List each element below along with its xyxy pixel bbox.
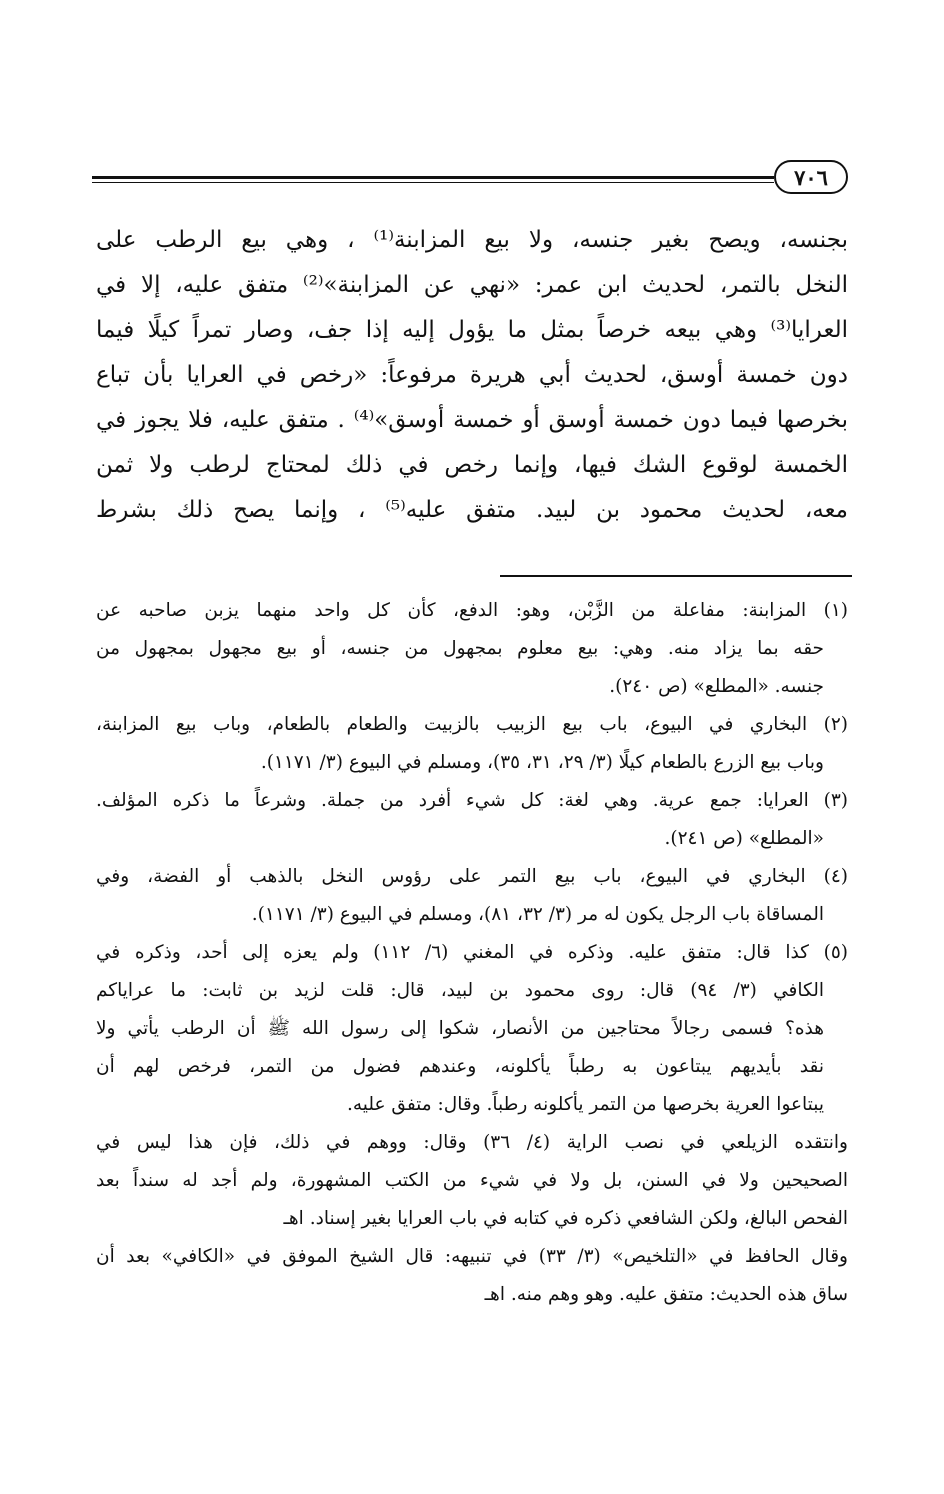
footnotes bbox=[96, 592, 848, 1314]
footnote-line: «المطلع» (ص ٢٤١). bbox=[664, 828, 824, 849]
body-line: بخرصها فيما دون خمسة أوسق أو خمسة أوسق»⁽⁴⁾ . متفق عليه، فلا يجوز في bbox=[96, 407, 848, 433]
body-line: النخل بالتمر، لحديث ابن عمر: «نهي عن المزابنة»⁽²⁾ متفق عليه، إلا في bbox=[96, 272, 848, 298]
footnote-line: الفحص البالغ، ولكن الشافعي ذكره في كتابه في باب العرايا بغير إسناد. اهـ bbox=[283, 1208, 848, 1229]
footnote-line: جنسه. «المطلع» (ص ٢٤٠). bbox=[609, 676, 824, 697]
footnote-line: نقد بأيديهم يبتاعون به رطباً يأكلونه، وعندهم فضول من التمر، فرخص لهم أن bbox=[96, 1056, 824, 1077]
footnote-line: يبتاعوا العرية بخرصها من التمر يأكلونه رطباً. وقال: متفق عليه. bbox=[346, 1094, 824, 1115]
footnote-line: هذه؟ فسمى رجالاً محتاجين من الأنصار، شكوا إلى رسول الله ﷺ أن الرطب يأتي ولا bbox=[96, 1018, 824, 1039]
main-text bbox=[96, 218, 848, 533]
footnote-line: (٢) البخاري في البيوع، باب بيع الزبيب بالزبيت والطعام بالطعام، وباب بيع المزابنة، bbox=[96, 714, 848, 735]
footnote-line: (١) المزابنة: مفاعلة من الزَّبْن، وهو: الدفع، كأن كل واحد منهما يزبن صاحبه عن bbox=[96, 600, 848, 621]
footnote-line: (٤) البخاري في البيوع، باب بيع التمر على رؤوس النخل بالذهب أو الفضة، وفي bbox=[96, 866, 848, 887]
page-header bbox=[92, 160, 848, 198]
footnote-line: المساقاة باب الرجل يكون له مر (٣/ ٣٢، ٨١)، ومسلم في البيوع (٣/ ١١٧١). bbox=[251, 904, 824, 925]
footnote-line: الصحيحين ولا في السنن، بل ولا في شيء من الكتب المشهورة، ولم أجد له سنداً بعد bbox=[96, 1170, 848, 1191]
body-line: العرايا⁽³⁾ وهي بيعه خرصاً بمثل ما يؤول إليه إذا جف، وصار تمراً كيلًا فيما bbox=[96, 317, 848, 343]
footnote-line: وقال الحافظ في «التلخيص» (٣/ ٣٣) في تنبيهه: قال الشيخ الموفق في «الكافي» بعد أن bbox=[96, 1246, 848, 1267]
footnote-line: حقه بما يزاد منه. وهي: بيع معلوم بمجهول من جنسه، أو بيع مجهول بمجهول من bbox=[96, 638, 824, 659]
footnote-line: وانتقده الزيلعي في نصب الراية (٤/ ٣٦) وقال: ووهم في ذلك، فإن هذا ليس في bbox=[96, 1132, 848, 1153]
page-number: ٧٠٦ bbox=[774, 160, 848, 194]
body-line: الخمسة لوقوع الشك فيها، وإنما رخص في ذلك لمحتاج لرطب ولا ثمن bbox=[96, 452, 848, 478]
footnote-line: وباب بيع الزرع بالطعام كيلًا (٣/ ٢٩، ٣١، ٣٥)، ومسلم في البيوع (٣/ ١١٧١). bbox=[260, 752, 824, 773]
footnote-separator bbox=[500, 575, 852, 577]
body-line: بجنسه، ويصح بغير جنسه، ولا بيع المزابنة⁽¹⁾ ، وهي بيع الرطب على bbox=[96, 227, 848, 253]
header-rule-thin bbox=[92, 182, 774, 183]
header-rule bbox=[92, 176, 774, 179]
footnote-line: (٣) العرايا: جمع عرية. وهي لغة: كل شيء أفرد من جملة. وشرعاً ما ذكره المؤلف. bbox=[96, 790, 848, 811]
body-line: معه، لحديث محمود بن لبيد. متفق عليه⁽⁵⁾ ، وإنما يصح ذلك بشرط bbox=[96, 497, 848, 523]
footnote-line: ساق هذه الحديث: متفق عليه. وهو وهم منه. اهـ bbox=[484, 1284, 848, 1305]
body-line: دون خمسة أوسق، لحديث أبي هريرة مرفوعاً: «رخص في العرايا بأن تباع bbox=[96, 362, 848, 388]
footnote-line: (٥) كذا قال: متفق عليه. وذكره في المغني (٦/ ١١٢) ولم يعزه إلى أحد، وذكره في bbox=[96, 942, 848, 963]
footnote-line: الكافي (٣/ ٩٤) قال: روى محمود بن لبيد، قال: قلت لزيد بن ثابت: ما عراياكم bbox=[96, 980, 824, 1001]
